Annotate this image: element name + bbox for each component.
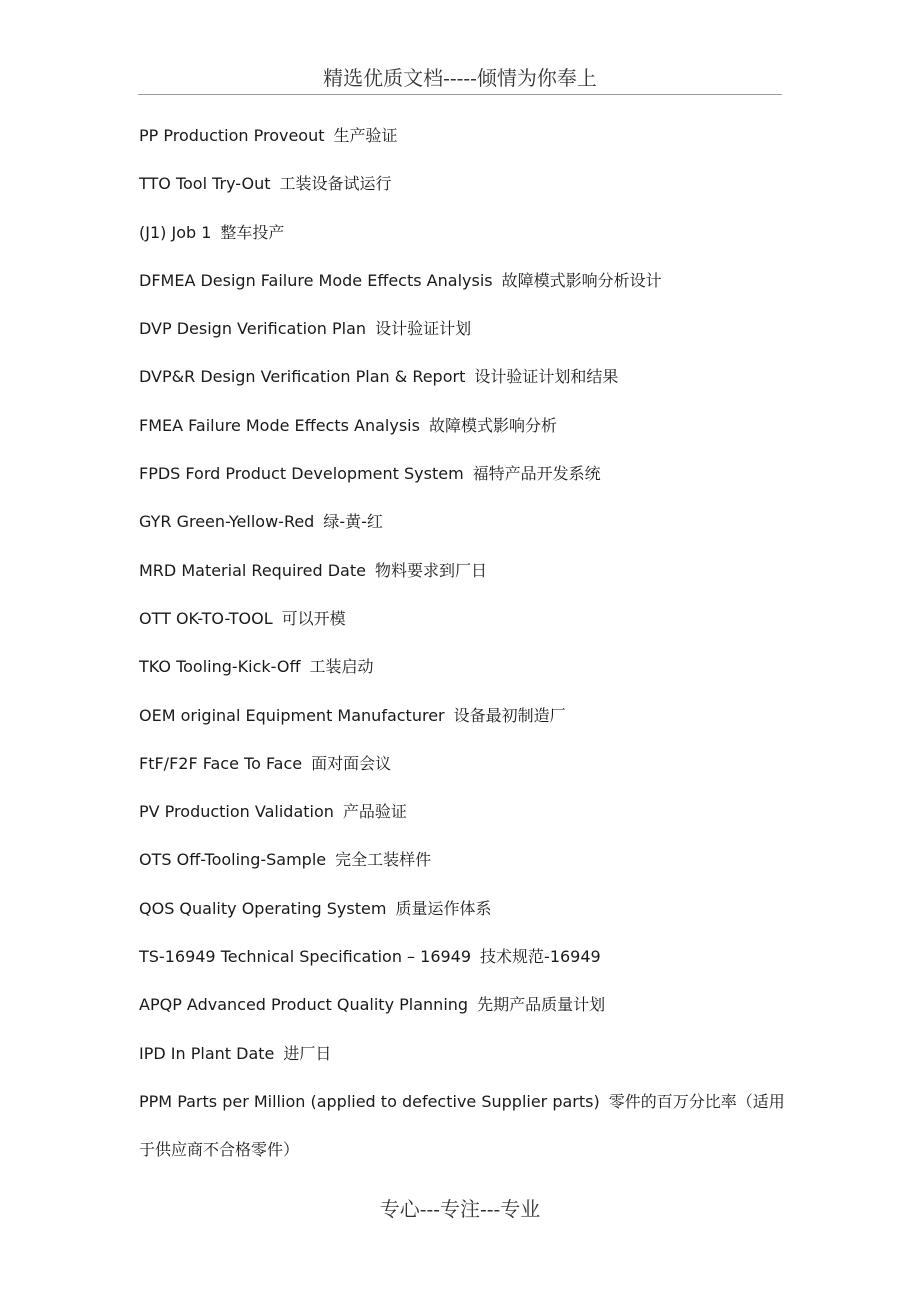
term-english: OEM original Equipment Manufacturer bbox=[139, 705, 445, 725]
glossary-entry bbox=[139, 643, 787, 691]
term-english: PPM Parts per Million (applied to defective Supplier parts) bbox=[139, 1091, 600, 1111]
glossary-entry bbox=[139, 450, 787, 498]
glossary-entry bbox=[139, 402, 787, 450]
term-english: DVP Design Verification Plan bbox=[139, 319, 367, 339]
term-english: PV Production Validation bbox=[139, 802, 334, 822]
term-english: FPDS Ford Product Development System bbox=[139, 464, 464, 484]
term-chinese: 绿-黄-红 bbox=[323, 512, 383, 532]
term-english: PP Production Proveout bbox=[139, 126, 325, 145]
glossary-entry bbox=[139, 160, 787, 208]
glossary-entry bbox=[139, 788, 787, 836]
glossary-entry bbox=[139, 547, 787, 595]
term-english: MRD Material Required Date bbox=[139, 560, 366, 580]
glossary-entry bbox=[139, 498, 787, 546]
glossary-entry bbox=[139, 305, 787, 353]
page-header: 精选优质文档-----倾情为你奉上 bbox=[138, 62, 782, 95]
glossary-entry bbox=[139, 933, 787, 981]
glossary-entry bbox=[139, 257, 787, 305]
glossary-entry bbox=[139, 209, 787, 257]
term-chinese: 面对面会议 bbox=[311, 753, 392, 773]
term-english: IPD In Plant Date bbox=[139, 1043, 275, 1063]
term-english: OTS Off-Tooling-Sample bbox=[139, 850, 327, 870]
term-chinese: 产品验证 bbox=[342, 802, 407, 822]
term-chinese: 可以开模 bbox=[281, 608, 346, 628]
term-chinese: 物料要求到厂日 bbox=[374, 560, 487, 580]
glossary-entry bbox=[139, 1030, 787, 1078]
term-chinese: 质量运作体系 bbox=[395, 898, 492, 918]
term-chinese: 设计验证计划 bbox=[375, 319, 472, 339]
glossary-entry bbox=[139, 740, 787, 788]
glossary-list bbox=[139, 112, 787, 1175]
glossary-entry bbox=[139, 112, 787, 160]
term-english: FMEA Failure Mode Effects Analysis bbox=[139, 415, 420, 435]
glossary-entry bbox=[139, 836, 787, 884]
term-english: DFMEA Design Failure Mode Effects Analysis bbox=[139, 270, 493, 290]
term-english: APQP Advanced Product Quality Planning bbox=[139, 995, 469, 1015]
term-english: TKO Tooling-Kick-Off bbox=[139, 657, 301, 677]
term-english: TS-16949 Technical Specification – 16949 bbox=[139, 947, 472, 967]
term-english: DVP&R Design Verification Plan & Report bbox=[139, 367, 466, 387]
term-chinese: 设备最初制造厂 bbox=[453, 705, 566, 725]
term-chinese: 故障模式影响分析设计 bbox=[501, 270, 662, 290]
term-chinese: 先期产品质量计划 bbox=[477, 995, 606, 1015]
term-chinese: 技术规范-16949 bbox=[480, 947, 601, 967]
term-english: TTO Tool Try-Out bbox=[139, 174, 271, 194]
term-chinese: 完全工装样件 bbox=[335, 850, 432, 870]
term-chinese: 福特产品开发系统 bbox=[472, 464, 601, 484]
glossary-entry bbox=[139, 1078, 787, 1175]
term-english: OTT OK-TO-TOOL bbox=[139, 608, 273, 628]
term-chinese: 工装启动 bbox=[309, 657, 374, 677]
term-chinese: 故障模式影响分析 bbox=[428, 415, 557, 435]
term-chinese: 进厂日 bbox=[283, 1043, 332, 1063]
glossary-entry bbox=[139, 981, 787, 1029]
term-chinese: 零件的百万分比率（适用于供应商不合格零件） bbox=[139, 1091, 785, 1160]
glossary-entry bbox=[139, 885, 787, 933]
term-english: (J1) Job 1 bbox=[139, 222, 212, 242]
glossary-entry bbox=[139, 692, 787, 740]
term-chinese: 生产验证 bbox=[333, 126, 398, 145]
page-footer: 专心---专注---专业 bbox=[379, 1197, 541, 1221]
glossary-entry bbox=[139, 353, 787, 401]
glossary-entry bbox=[139, 595, 787, 643]
term-english: FtF/F2F Face To Face bbox=[139, 753, 303, 773]
term-english: QOS Quality Operating System bbox=[139, 898, 387, 918]
term-chinese: 整车投产 bbox=[220, 222, 285, 242]
term-chinese: 工装设备试运行 bbox=[279, 174, 392, 194]
term-chinese: 设计验证计划和结果 bbox=[474, 367, 619, 387]
term-english: GYR Green-Yellow-Red bbox=[139, 512, 315, 532]
